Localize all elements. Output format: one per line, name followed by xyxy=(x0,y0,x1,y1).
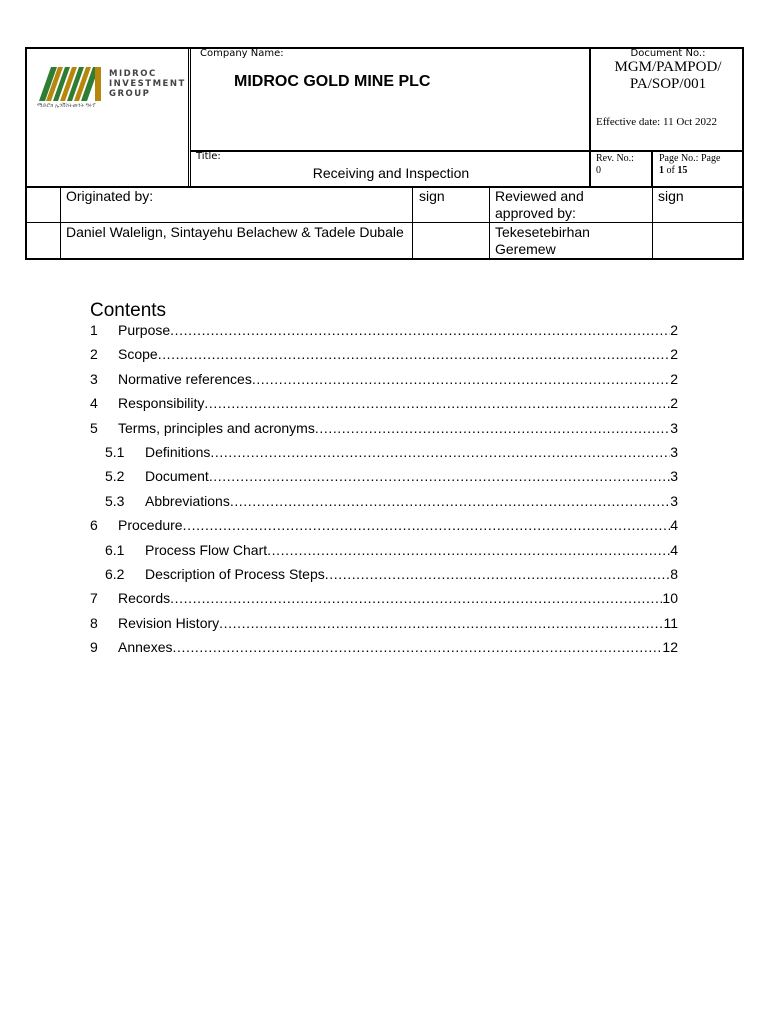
toc-entry-number: 1 xyxy=(90,322,98,338)
title-label: Title: xyxy=(196,151,221,162)
toc-entry[interactable] xyxy=(90,444,678,468)
contents-heading: Contents xyxy=(90,300,167,321)
toc-entry-page: 3 xyxy=(670,468,678,485)
toc-entry[interactable] xyxy=(90,517,678,541)
divider xyxy=(188,47,189,187)
company-name: MIDROC GOLD MINE PLC xyxy=(234,73,431,90)
logo-line-3: GROUP xyxy=(109,89,151,99)
document-title: Receiving and Inspection xyxy=(312,165,470,181)
toc-leader-dots xyxy=(204,395,670,411)
toc-list xyxy=(90,322,678,663)
toc-entry[interactable] xyxy=(90,395,678,419)
sign-label: sign xyxy=(419,188,445,204)
toc-leader-dots xyxy=(209,468,670,484)
toc-entry[interactable] xyxy=(90,371,678,395)
reviewed-by-label: Reviewed and approved by: xyxy=(495,188,584,221)
sign-label: sign xyxy=(658,188,684,204)
toc-entry-title: Procedure xyxy=(118,517,183,534)
divider xyxy=(60,187,61,260)
toc-entry-page: 3 xyxy=(670,492,678,509)
toc-entry-title: Description of Process Steps xyxy=(145,565,325,582)
reviewer-name: Tekesetebirhan Geremew xyxy=(495,224,590,257)
document-no: MGM/PAMPOD/ PA/SOP/001 xyxy=(614,59,722,92)
toc-entry[interactable] xyxy=(90,346,678,370)
toc-entry-page: 3 xyxy=(670,419,678,436)
toc-entry-number: 2 xyxy=(90,346,98,363)
toc-entry-title: Revision History xyxy=(118,614,220,631)
toc-entry-title: Purpose xyxy=(118,322,171,338)
company-name-label: Company Name: xyxy=(200,48,284,59)
toc-entry-page: 11 xyxy=(663,614,678,631)
toc-entry-number: 5.3 xyxy=(105,492,125,509)
page-no xyxy=(659,165,687,177)
toc-leader-dots xyxy=(170,322,670,338)
document-no-label: Document No.: xyxy=(630,48,706,59)
toc-leader-dots xyxy=(170,590,662,606)
toc-leader-dots xyxy=(183,517,671,533)
toc-entry-page: 8 xyxy=(670,565,678,582)
table-of-contents xyxy=(90,300,678,663)
toc-entry-title: Annexes xyxy=(118,639,173,656)
toc-entry-number: 6.2 xyxy=(105,565,125,582)
toc-entry[interactable] xyxy=(90,639,678,663)
toc-entry-number: 6.1 xyxy=(105,541,125,558)
page-current: 1 xyxy=(659,165,664,176)
logo-line-1: MIDROC xyxy=(109,69,157,79)
toc-leader-dots xyxy=(210,444,670,460)
toc-entry[interactable] xyxy=(90,468,678,492)
toc-entry-title: Definitions xyxy=(145,443,211,460)
toc-entry-number: 5 xyxy=(90,419,98,436)
toc-entry[interactable] xyxy=(90,322,678,346)
logo-line-2: INVESTMENT xyxy=(109,79,186,89)
divider xyxy=(25,222,744,223)
document-header xyxy=(25,47,744,260)
toc-entry[interactable] xyxy=(90,493,678,517)
toc-entry-page: 3 xyxy=(670,443,678,460)
effective-date: Effective date: 11 Oct 2022 xyxy=(596,116,717,128)
toc-entry-page: 4 xyxy=(670,541,678,558)
toc-entry-title: Responsibility xyxy=(118,395,205,412)
toc-leader-dots xyxy=(252,371,670,387)
toc-entry-number: 9 xyxy=(90,639,98,656)
toc-leader-dots xyxy=(172,639,662,655)
divider xyxy=(651,150,653,187)
toc-entry[interactable] xyxy=(90,420,678,444)
toc-leader-dots xyxy=(267,542,670,558)
toc-leader-dots xyxy=(219,615,663,631)
toc-entry-number: 5.2 xyxy=(105,468,125,485)
toc-entry-title: Records xyxy=(118,590,171,607)
page-of: of xyxy=(666,165,675,176)
midroc-logo-icon xyxy=(37,65,109,103)
toc-entry-page: 10 xyxy=(662,590,678,607)
rev-no: 0 xyxy=(596,165,601,176)
toc-entry-page: 2 xyxy=(670,346,678,363)
toc-entry-number: 5.1 xyxy=(105,443,125,460)
divider xyxy=(652,187,653,260)
divider xyxy=(412,187,413,260)
toc-entry-page: 2 xyxy=(670,395,678,412)
divider xyxy=(489,187,490,260)
company-logo xyxy=(37,65,187,115)
toc-entry[interactable] xyxy=(90,590,678,614)
toc-entry-number: 7 xyxy=(90,590,98,607)
toc-entry-title: Terms, principles and acronyms xyxy=(118,419,315,436)
toc-entry-number: 3 xyxy=(90,370,98,387)
toc-entry-page: 4 xyxy=(670,517,678,534)
toc-leader-dots xyxy=(230,493,670,509)
toc-entry-page: 2 xyxy=(670,370,678,387)
divider xyxy=(190,150,744,152)
toc-entry[interactable] xyxy=(90,542,678,566)
toc-leader-dots xyxy=(315,420,670,436)
toc-entry-number: 4 xyxy=(90,395,98,412)
originated-by-label: Originated by: xyxy=(66,188,154,204)
toc-entry-title: Process Flow Chart xyxy=(145,541,268,558)
toc-entry-page: 2 xyxy=(670,322,678,338)
toc-entry-page: 12 xyxy=(662,639,678,656)
toc-entry-title: Document xyxy=(145,468,209,485)
toc-entry-title: Normative references xyxy=(118,370,252,387)
toc-entry-title: Scope xyxy=(118,346,158,363)
logo-brand-text xyxy=(109,69,186,99)
rev-no-label: Rev. No.: xyxy=(596,153,634,164)
originators-names: Daniel Walelign, Sintayehu Belachew & Tadele Dubale xyxy=(66,224,404,240)
toc-entry-number: 6 xyxy=(90,517,98,534)
toc-entry-title: Abbreviations xyxy=(145,492,230,509)
page-total: 15 xyxy=(677,165,688,176)
page-no-label: Page No.: Page xyxy=(659,153,721,164)
toc-leader-dots xyxy=(325,566,670,582)
toc-entry[interactable] xyxy=(90,615,678,639)
toc-entry[interactable] xyxy=(90,566,678,590)
toc-leader-dots xyxy=(158,346,671,362)
logo-amharic-text: ሚድሮክ ኢንቨስትመንት ግሩፕ xyxy=(37,103,96,109)
toc-entry-number: 8 xyxy=(90,614,98,631)
